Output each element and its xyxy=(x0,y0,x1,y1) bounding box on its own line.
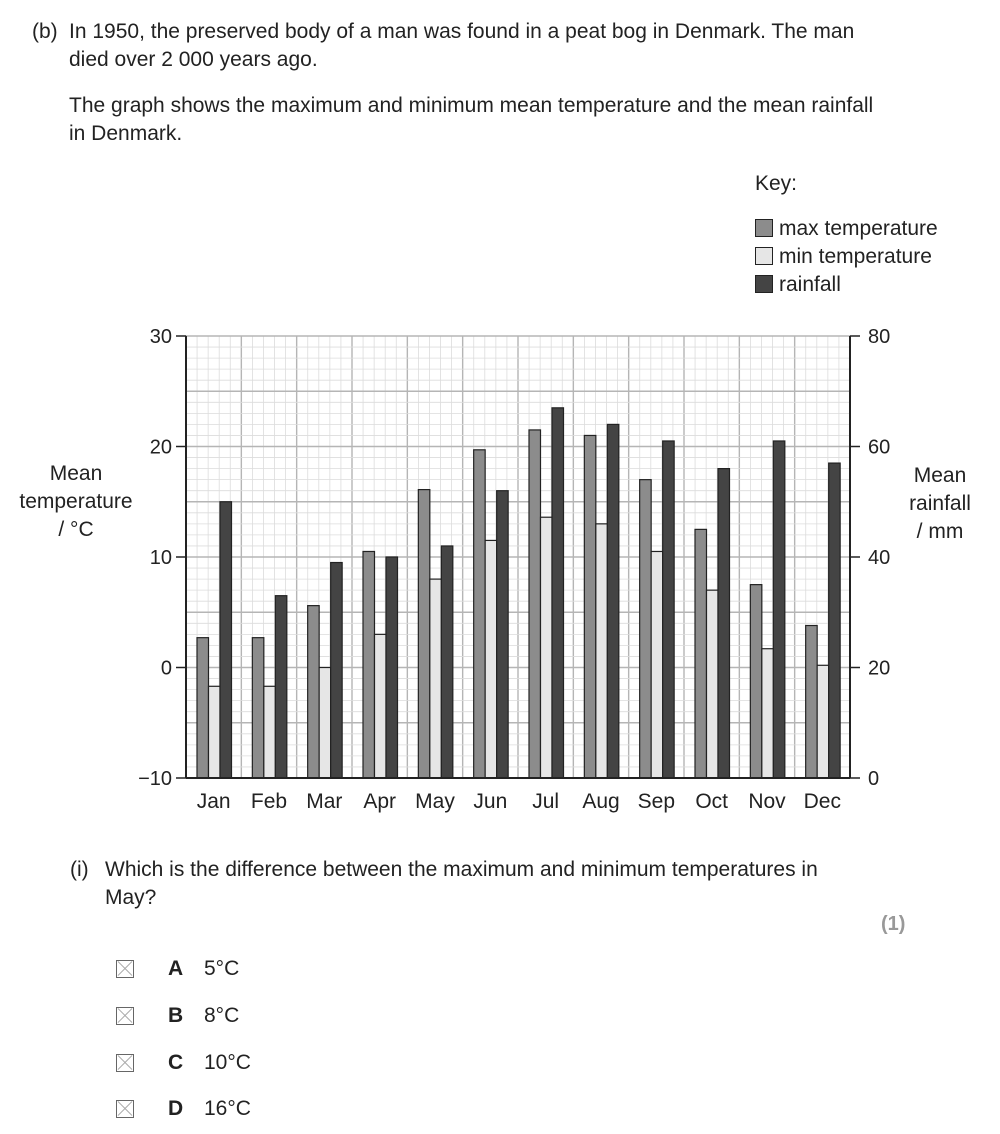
bar-rainfall-jan xyxy=(220,502,232,778)
x-axis-tick-label: Aug xyxy=(582,790,620,813)
bar-min-temperature-apr xyxy=(375,634,387,778)
bar-min-temperature-jun xyxy=(485,540,497,778)
right-axis-title-line2: rainfall xyxy=(909,492,971,515)
bar-rainfall-dec xyxy=(829,463,841,778)
option-a-letter: A xyxy=(168,957,184,980)
bar-max-temperature-nov xyxy=(750,585,762,778)
option-d-value: 16°C xyxy=(204,1097,251,1120)
bar-max-temperature-apr xyxy=(363,551,375,778)
left-axis-tick-label: 10 xyxy=(149,547,172,569)
x-axis-tick-label: Jun xyxy=(473,790,508,813)
bar-min-temperature-sep xyxy=(651,551,663,778)
right-axis-tick-label: 60 xyxy=(868,436,891,459)
bar-max-temperature-may xyxy=(418,490,430,778)
option-d-checkbox[interactable] xyxy=(116,1100,134,1118)
bar-rainfall-jul xyxy=(552,408,564,778)
legend-label-max: max temperature xyxy=(779,217,938,240)
right-axis-tick-label: 80 xyxy=(868,326,891,348)
key-title: Key: xyxy=(755,172,798,195)
x-axis-tick-label: Feb xyxy=(250,790,288,813)
bar-min-temperature-nov xyxy=(762,649,774,778)
bar-max-temperature-feb xyxy=(252,638,263,778)
x-axis-tick-label: Sep xyxy=(637,790,676,813)
right-axis-title-line3: / mm xyxy=(916,520,964,543)
x-axis-tick-label: Jul xyxy=(532,790,560,813)
bar-min-temperature-jul xyxy=(541,517,553,778)
x-axis-tick-label: Jan xyxy=(196,790,231,813)
bar-max-temperature-aug xyxy=(584,435,596,778)
x-axis-tick-label: May xyxy=(415,790,455,813)
intro-text-2: The graph shows the maximum and minimum mean temperature and the mean rainfall in Denmark. xyxy=(69,94,874,145)
option-b-value: 8°C xyxy=(204,1004,240,1027)
option-b-letter: B xyxy=(168,1004,184,1027)
left-axis-tick-label: −10 xyxy=(138,768,172,790)
legend-label-rainfall: rainfall xyxy=(779,273,841,296)
x-axis-tick-label: Dec xyxy=(803,790,842,813)
part-label: (b) xyxy=(32,20,58,43)
option-a-checkbox[interactable] xyxy=(116,960,134,978)
bar-min-temperature-feb xyxy=(264,686,276,778)
bar-max-temperature-jan xyxy=(197,638,209,778)
right-axis-title-line1: Mean xyxy=(913,464,967,487)
bar-rainfall-apr xyxy=(386,557,398,778)
bar-rainfall-feb xyxy=(275,596,287,778)
sub-question-label: (i) xyxy=(70,858,89,881)
left-axis-title-line2: temperature xyxy=(19,490,133,513)
bar-min-temperature-mar xyxy=(319,668,331,779)
bar-min-temperature-jan xyxy=(209,686,221,778)
left-axis-title-line3: / °C xyxy=(58,518,94,541)
bar-min-temperature-aug xyxy=(596,524,608,778)
bar-rainfall-nov xyxy=(773,441,785,778)
bar-rainfall-aug xyxy=(607,424,619,778)
x-axis-tick-label: Oct xyxy=(695,790,729,813)
legend-label-min: min temperature xyxy=(779,245,932,268)
left-axis-tick-label: 0 xyxy=(160,657,172,680)
bar-rainfall-sep xyxy=(663,441,675,778)
bar-max-temperature-mar xyxy=(308,606,320,778)
right-axis-tick-label: 40 xyxy=(868,547,891,569)
sub-question-text: Which is the difference between the maximum and minimum temperatures in May? xyxy=(105,858,818,909)
bar-max-temperature-jul xyxy=(529,430,541,778)
x-axis-tick-label: Nov xyxy=(748,790,786,813)
right-axis-tick-label: 20 xyxy=(868,657,891,680)
bar-max-temperature-dec xyxy=(806,626,818,778)
x-axis-tick-label: Apr xyxy=(363,790,397,813)
intro-text-1: In 1950, the preserved body of a man was found in a peat bog in Denmark. The man died over 2 000 years ago. xyxy=(69,20,855,71)
marks-label: (1) xyxy=(881,913,906,935)
x-axis-tick-label: Mar xyxy=(306,790,343,813)
bar-rainfall-jun xyxy=(497,491,509,778)
option-c-letter: C xyxy=(168,1051,184,1074)
option-a-value: 5°C xyxy=(204,957,240,980)
bar-max-temperature-jun xyxy=(474,450,486,778)
bar-rainfall-oct xyxy=(718,469,730,778)
bar-min-temperature-may xyxy=(430,579,442,778)
option-d-letter: D xyxy=(168,1097,184,1120)
left-axis-tick-label: 20 xyxy=(149,436,172,459)
bar-rainfall-mar xyxy=(331,563,343,778)
bar-rainfall-may xyxy=(441,546,453,778)
bar-min-temperature-dec xyxy=(817,665,829,778)
bar-max-temperature-sep xyxy=(640,480,652,778)
option-b-checkbox[interactable] xyxy=(116,1007,134,1025)
left-axis-title-line1: Mean xyxy=(49,462,103,485)
option-c-checkbox[interactable] xyxy=(116,1054,134,1072)
left-axis-tick-label: 30 xyxy=(149,326,172,348)
bar-min-temperature-oct xyxy=(707,590,719,778)
bar-max-temperature-oct xyxy=(695,529,707,778)
option-c-value: 10°C xyxy=(204,1051,251,1074)
right-axis-tick-label: 0 xyxy=(868,768,880,790)
